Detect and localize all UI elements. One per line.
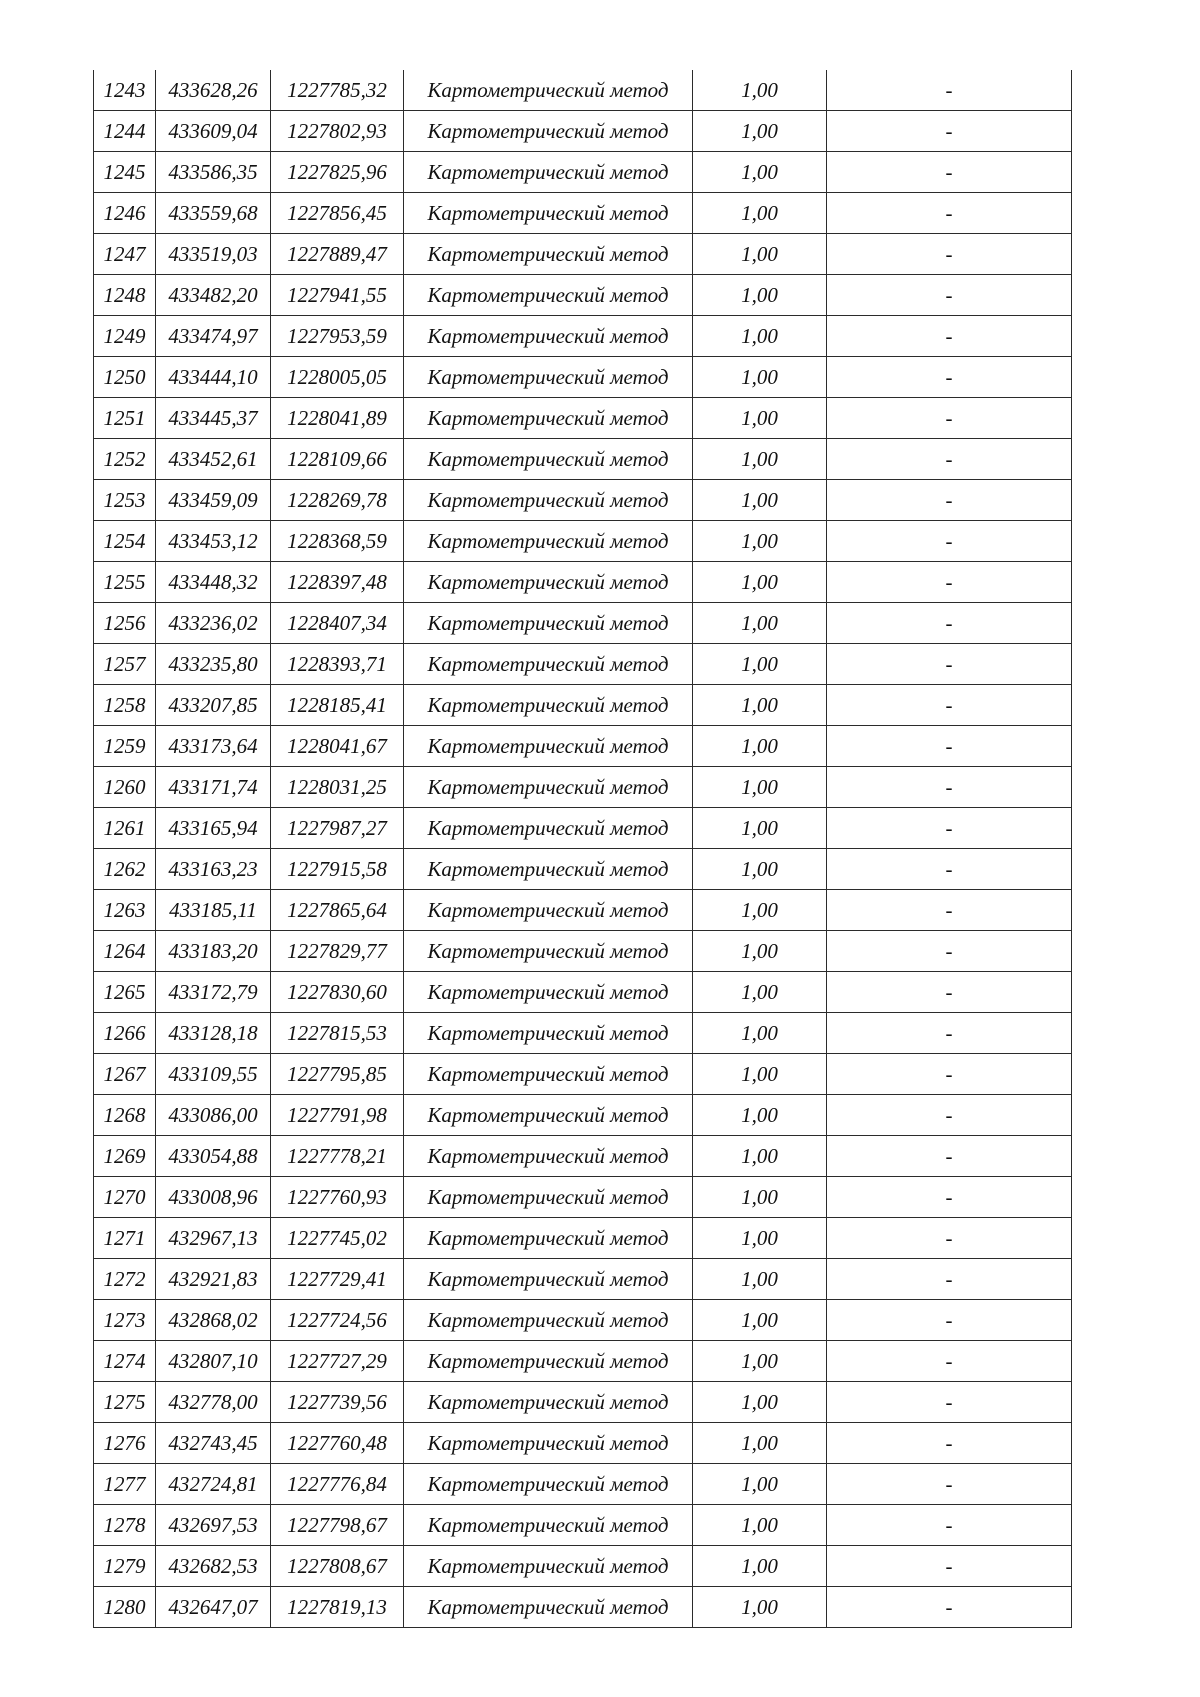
point-number-cell: 1245: [94, 152, 156, 193]
description-cell: -: [827, 1013, 1072, 1054]
method-cell: Картометрический метод: [404, 1259, 693, 1300]
point-number-cell: 1277: [94, 1464, 156, 1505]
y-coordinate-cell: 1227865,64: [271, 890, 404, 931]
description-cell: -: [827, 685, 1072, 726]
x-coordinate-cell: 433452,61: [156, 439, 271, 480]
table-row: [94, 234, 1072, 275]
description-cell: -: [827, 275, 1072, 316]
accuracy-cell: 1,00: [693, 644, 827, 685]
description-cell: -: [827, 111, 1072, 152]
description-cell: -: [827, 931, 1072, 972]
table-row: [94, 521, 1072, 562]
description-cell: -: [827, 1464, 1072, 1505]
description-cell: -: [827, 849, 1072, 890]
accuracy-cell: 1,00: [693, 357, 827, 398]
y-coordinate-cell: 1227987,27: [271, 808, 404, 849]
point-number-cell: 1279: [94, 1546, 156, 1587]
method-cell: Картометрический метод: [404, 644, 693, 685]
y-coordinate-cell: 1228407,34: [271, 603, 404, 644]
y-coordinate-cell: 1227727,29: [271, 1341, 404, 1382]
x-coordinate-cell: 433165,94: [156, 808, 271, 849]
point-number-cell: 1253: [94, 480, 156, 521]
table-row: [94, 1259, 1072, 1300]
table-row: [94, 480, 1072, 521]
y-coordinate-cell: 1227830,60: [271, 972, 404, 1013]
point-number-cell: 1266: [94, 1013, 156, 1054]
accuracy-cell: 1,00: [693, 1218, 827, 1259]
x-coordinate-cell: 433444,10: [156, 357, 271, 398]
y-coordinate-cell: 1227953,59: [271, 316, 404, 357]
method-cell: Картометрический метод: [404, 1177, 693, 1218]
table-row: [94, 152, 1072, 193]
table-row: [94, 726, 1072, 767]
method-cell: Картометрический метод: [404, 562, 693, 603]
x-coordinate-cell: 432921,83: [156, 1259, 271, 1300]
point-number-cell: 1276: [94, 1423, 156, 1464]
method-cell: Картометрический метод: [404, 767, 693, 808]
y-coordinate-cell: 1228397,48: [271, 562, 404, 603]
method-cell: Картометрический метод: [404, 890, 693, 931]
accuracy-cell: 1,00: [693, 1013, 827, 1054]
y-coordinate-cell: 1228031,25: [271, 767, 404, 808]
y-coordinate-cell: 1227776,84: [271, 1464, 404, 1505]
point-number-cell: 1257: [94, 644, 156, 685]
point-number-cell: 1270: [94, 1177, 156, 1218]
point-number-cell: 1250: [94, 357, 156, 398]
y-coordinate-cell: 1227829,77: [271, 931, 404, 972]
accuracy-cell: 1,00: [693, 972, 827, 1013]
description-cell: -: [827, 808, 1072, 849]
x-coordinate-cell: 432868,02: [156, 1300, 271, 1341]
table-row: [94, 316, 1072, 357]
method-cell: Картометрический метод: [404, 275, 693, 316]
method-cell: Картометрический метод: [404, 1218, 693, 1259]
accuracy-cell: 1,00: [693, 1546, 827, 1587]
x-coordinate-cell: 432682,53: [156, 1546, 271, 1587]
y-coordinate-cell: 1227724,56: [271, 1300, 404, 1341]
description-cell: -: [827, 398, 1072, 439]
x-coordinate-cell: 432647,07: [156, 1587, 271, 1628]
point-number-cell: 1278: [94, 1505, 156, 1546]
description-cell: -: [827, 1587, 1072, 1628]
method-cell: Картометрический метод: [404, 603, 693, 644]
point-number-cell: 1264: [94, 931, 156, 972]
x-coordinate-cell: 433128,18: [156, 1013, 271, 1054]
table-row: [94, 1177, 1072, 1218]
method-cell: Картометрический метод: [404, 521, 693, 562]
accuracy-cell: 1,00: [693, 1300, 827, 1341]
description-cell: -: [827, 1259, 1072, 1300]
table-row: [94, 1546, 1072, 1587]
method-cell: Картометрический метод: [404, 1505, 693, 1546]
x-coordinate-cell: 433482,20: [156, 275, 271, 316]
x-coordinate-cell: 433628,26: [156, 70, 271, 111]
table-row: [94, 1013, 1072, 1054]
point-number-cell: 1252: [94, 439, 156, 480]
table-row: [94, 398, 1072, 439]
method-cell: Картометрический метод: [404, 972, 693, 1013]
y-coordinate-cell: 1227825,96: [271, 152, 404, 193]
description-cell: -: [827, 1177, 1072, 1218]
table-row: [94, 1218, 1072, 1259]
accuracy-cell: 1,00: [693, 1464, 827, 1505]
point-number-cell: 1269: [94, 1136, 156, 1177]
accuracy-cell: 1,00: [693, 562, 827, 603]
table-row: [94, 357, 1072, 398]
method-cell: Картометрический метод: [404, 1423, 693, 1464]
point-number-cell: 1263: [94, 890, 156, 931]
table-row: [94, 931, 1072, 972]
description-cell: -: [827, 1054, 1072, 1095]
point-number-cell: 1275: [94, 1382, 156, 1423]
table-row: [94, 849, 1072, 890]
y-coordinate-cell: 1227819,13: [271, 1587, 404, 1628]
accuracy-cell: 1,00: [693, 726, 827, 767]
accuracy-cell: 1,00: [693, 685, 827, 726]
coordinates-table: [93, 70, 1072, 1628]
point-number-cell: 1273: [94, 1300, 156, 1341]
accuracy-cell: 1,00: [693, 1341, 827, 1382]
description-cell: -: [827, 234, 1072, 275]
table-row: [94, 808, 1072, 849]
method-cell: Картометрический метод: [404, 398, 693, 439]
x-coordinate-cell: 433054,88: [156, 1136, 271, 1177]
x-coordinate-cell: 433459,09: [156, 480, 271, 521]
table-row: [94, 111, 1072, 152]
point-number-cell: 1280: [94, 1587, 156, 1628]
table-row: [94, 1587, 1072, 1628]
accuracy-cell: 1,00: [693, 1382, 827, 1423]
y-coordinate-cell: 1227798,67: [271, 1505, 404, 1546]
x-coordinate-cell: 433173,64: [156, 726, 271, 767]
accuracy-cell: 1,00: [693, 849, 827, 890]
point-number-cell: 1267: [94, 1054, 156, 1095]
y-coordinate-cell: 1227791,98: [271, 1095, 404, 1136]
accuracy-cell: 1,00: [693, 1095, 827, 1136]
description-cell: -: [827, 1382, 1072, 1423]
method-cell: Картометрический метод: [404, 726, 693, 767]
table-row: [94, 1382, 1072, 1423]
table-row: [94, 890, 1072, 931]
y-coordinate-cell: 1228109,66: [271, 439, 404, 480]
y-coordinate-cell: 1227815,53: [271, 1013, 404, 1054]
method-cell: Картометрический метод: [404, 1300, 693, 1341]
table-row: [94, 1464, 1072, 1505]
x-coordinate-cell: 432743,45: [156, 1423, 271, 1464]
table-row: [94, 1341, 1072, 1382]
x-coordinate-cell: 433207,85: [156, 685, 271, 726]
point-number-cell: 1248: [94, 275, 156, 316]
accuracy-cell: 1,00: [693, 1177, 827, 1218]
table-row: [94, 644, 1072, 685]
accuracy-cell: 1,00: [693, 1136, 827, 1177]
description-cell: -: [827, 890, 1072, 931]
point-number-cell: 1255: [94, 562, 156, 603]
method-cell: Картометрический метод: [404, 1464, 693, 1505]
y-coordinate-cell: 1227795,85: [271, 1054, 404, 1095]
description-cell: -: [827, 726, 1072, 767]
y-coordinate-cell: 1227760,93: [271, 1177, 404, 1218]
y-coordinate-cell: 1227745,02: [271, 1218, 404, 1259]
x-coordinate-cell: 432778,00: [156, 1382, 271, 1423]
accuracy-cell: 1,00: [693, 152, 827, 193]
accuracy-cell: 1,00: [693, 111, 827, 152]
point-number-cell: 1274: [94, 1341, 156, 1382]
accuracy-cell: 1,00: [693, 603, 827, 644]
accuracy-cell: 1,00: [693, 931, 827, 972]
description-cell: -: [827, 193, 1072, 234]
y-coordinate-cell: 1227739,56: [271, 1382, 404, 1423]
point-number-cell: 1246: [94, 193, 156, 234]
y-coordinate-cell: 1228041,89: [271, 398, 404, 439]
description-cell: -: [827, 1095, 1072, 1136]
x-coordinate-cell: 433171,74: [156, 767, 271, 808]
y-coordinate-cell: 1227856,45: [271, 193, 404, 234]
table-row: [94, 1505, 1072, 1546]
x-coordinate-cell: 433474,97: [156, 316, 271, 357]
table-row: [94, 439, 1072, 480]
point-number-cell: 1271: [94, 1218, 156, 1259]
accuracy-cell: 1,00: [693, 1587, 827, 1628]
description-cell: -: [827, 767, 1072, 808]
x-coordinate-cell: 432967,13: [156, 1218, 271, 1259]
description-cell: -: [827, 644, 1072, 685]
description-cell: -: [827, 972, 1072, 1013]
table-row: [94, 562, 1072, 603]
y-coordinate-cell: 1227889,47: [271, 234, 404, 275]
method-cell: Картометрический метод: [404, 1587, 693, 1628]
accuracy-cell: 1,00: [693, 480, 827, 521]
y-coordinate-cell: 1227808,67: [271, 1546, 404, 1587]
point-number-cell: 1249: [94, 316, 156, 357]
description-cell: -: [827, 562, 1072, 603]
x-coordinate-cell: 433559,68: [156, 193, 271, 234]
accuracy-cell: 1,00: [693, 1423, 827, 1464]
x-coordinate-cell: 433445,37: [156, 398, 271, 439]
y-coordinate-cell: 1228269,78: [271, 480, 404, 521]
accuracy-cell: 1,00: [693, 316, 827, 357]
x-coordinate-cell: 433109,55: [156, 1054, 271, 1095]
method-cell: Картометрический метод: [404, 1382, 693, 1423]
description-cell: -: [827, 152, 1072, 193]
method-cell: Картометрический метод: [404, 316, 693, 357]
description-cell: -: [827, 70, 1072, 111]
point-number-cell: 1243: [94, 70, 156, 111]
y-coordinate-cell: 1228368,59: [271, 521, 404, 562]
method-cell: Картометрический метод: [404, 357, 693, 398]
method-cell: Картометрический метод: [404, 1546, 693, 1587]
point-number-cell: 1247: [94, 234, 156, 275]
method-cell: Картометрический метод: [404, 234, 693, 275]
method-cell: Картометрический метод: [404, 1095, 693, 1136]
x-coordinate-cell: 433235,80: [156, 644, 271, 685]
accuracy-cell: 1,00: [693, 808, 827, 849]
description-cell: -: [827, 1136, 1072, 1177]
description-cell: -: [827, 1423, 1072, 1464]
point-number-cell: 1258: [94, 685, 156, 726]
point-number-cell: 1256: [94, 603, 156, 644]
method-cell: Картометрический метод: [404, 931, 693, 972]
table-row: [94, 603, 1072, 644]
method-cell: Картометрический метод: [404, 439, 693, 480]
x-coordinate-cell: 433453,12: [156, 521, 271, 562]
accuracy-cell: 1,00: [693, 767, 827, 808]
method-cell: Картометрический метод: [404, 685, 693, 726]
method-cell: Картометрический метод: [404, 849, 693, 890]
x-coordinate-cell: 433586,35: [156, 152, 271, 193]
table-row: [94, 193, 1072, 234]
accuracy-cell: 1,00: [693, 439, 827, 480]
x-coordinate-cell: 433172,79: [156, 972, 271, 1013]
x-coordinate-cell: 433519,03: [156, 234, 271, 275]
x-coordinate-cell: 432697,53: [156, 1505, 271, 1546]
description-cell: -: [827, 1546, 1072, 1587]
method-cell: Картометрический метод: [404, 480, 693, 521]
accuracy-cell: 1,00: [693, 70, 827, 111]
point-number-cell: 1244: [94, 111, 156, 152]
table-row: [94, 1300, 1072, 1341]
point-number-cell: 1259: [94, 726, 156, 767]
x-coordinate-cell: 433609,04: [156, 111, 271, 152]
y-coordinate-cell: 1227915,58: [271, 849, 404, 890]
y-coordinate-cell: 1228393,71: [271, 644, 404, 685]
table-row: [94, 972, 1072, 1013]
table-row: [94, 685, 1072, 726]
point-number-cell: 1260: [94, 767, 156, 808]
description-cell: -: [827, 357, 1072, 398]
accuracy-cell: 1,00: [693, 398, 827, 439]
point-number-cell: 1251: [94, 398, 156, 439]
method-cell: Картометрический метод: [404, 1136, 693, 1177]
table-row: [94, 1095, 1072, 1136]
point-number-cell: 1272: [94, 1259, 156, 1300]
method-cell: Картометрический метод: [404, 1013, 693, 1054]
description-cell: -: [827, 316, 1072, 357]
description-cell: -: [827, 1505, 1072, 1546]
point-number-cell: 1254: [94, 521, 156, 562]
accuracy-cell: 1,00: [693, 521, 827, 562]
accuracy-cell: 1,00: [693, 1054, 827, 1095]
y-coordinate-cell: 1227729,41: [271, 1259, 404, 1300]
y-coordinate-cell: 1227941,55: [271, 275, 404, 316]
point-number-cell: 1268: [94, 1095, 156, 1136]
x-coordinate-cell: 433086,00: [156, 1095, 271, 1136]
y-coordinate-cell: 1227778,21: [271, 1136, 404, 1177]
method-cell: Картометрический метод: [404, 808, 693, 849]
description-cell: -: [827, 521, 1072, 562]
x-coordinate-cell: 432724,81: [156, 1464, 271, 1505]
accuracy-cell: 1,00: [693, 1505, 827, 1546]
table-row: [94, 767, 1072, 808]
description-cell: -: [827, 439, 1072, 480]
table-row: [94, 275, 1072, 316]
method-cell: Картометрический метод: [404, 152, 693, 193]
x-coordinate-cell: 433185,11: [156, 890, 271, 931]
x-coordinate-cell: 433236,02: [156, 603, 271, 644]
x-coordinate-cell: 432807,10: [156, 1341, 271, 1382]
method-cell: Картометрический метод: [404, 70, 693, 111]
description-cell: -: [827, 1300, 1072, 1341]
coordinates-table-body: [94, 70, 1072, 1628]
y-coordinate-cell: 1228041,67: [271, 726, 404, 767]
table-row: [94, 1136, 1072, 1177]
accuracy-cell: 1,00: [693, 193, 827, 234]
point-number-cell: 1261: [94, 808, 156, 849]
description-cell: -: [827, 480, 1072, 521]
table-row: [94, 1423, 1072, 1464]
y-coordinate-cell: 1227760,48: [271, 1423, 404, 1464]
method-cell: Картометрический метод: [404, 1341, 693, 1382]
method-cell: Картометрический метод: [404, 1054, 693, 1095]
x-coordinate-cell: 433008,96: [156, 1177, 271, 1218]
y-coordinate-cell: 1227802,93: [271, 111, 404, 152]
accuracy-cell: 1,00: [693, 1259, 827, 1300]
x-coordinate-cell: 433163,23: [156, 849, 271, 890]
y-coordinate-cell: 1227785,32: [271, 70, 404, 111]
accuracy-cell: 1,00: [693, 890, 827, 931]
accuracy-cell: 1,00: [693, 275, 827, 316]
method-cell: Картометрический метод: [404, 111, 693, 152]
description-cell: -: [827, 1218, 1072, 1259]
point-number-cell: 1265: [94, 972, 156, 1013]
method-cell: Картометрический метод: [404, 193, 693, 234]
y-coordinate-cell: 1228185,41: [271, 685, 404, 726]
description-cell: -: [827, 1341, 1072, 1382]
table-row: [94, 70, 1072, 111]
table-row: [94, 1054, 1072, 1095]
accuracy-cell: 1,00: [693, 234, 827, 275]
y-coordinate-cell: 1228005,05: [271, 357, 404, 398]
x-coordinate-cell: 433448,32: [156, 562, 271, 603]
x-coordinate-cell: 433183,20: [156, 931, 271, 972]
point-number-cell: 1262: [94, 849, 156, 890]
description-cell: -: [827, 603, 1072, 644]
